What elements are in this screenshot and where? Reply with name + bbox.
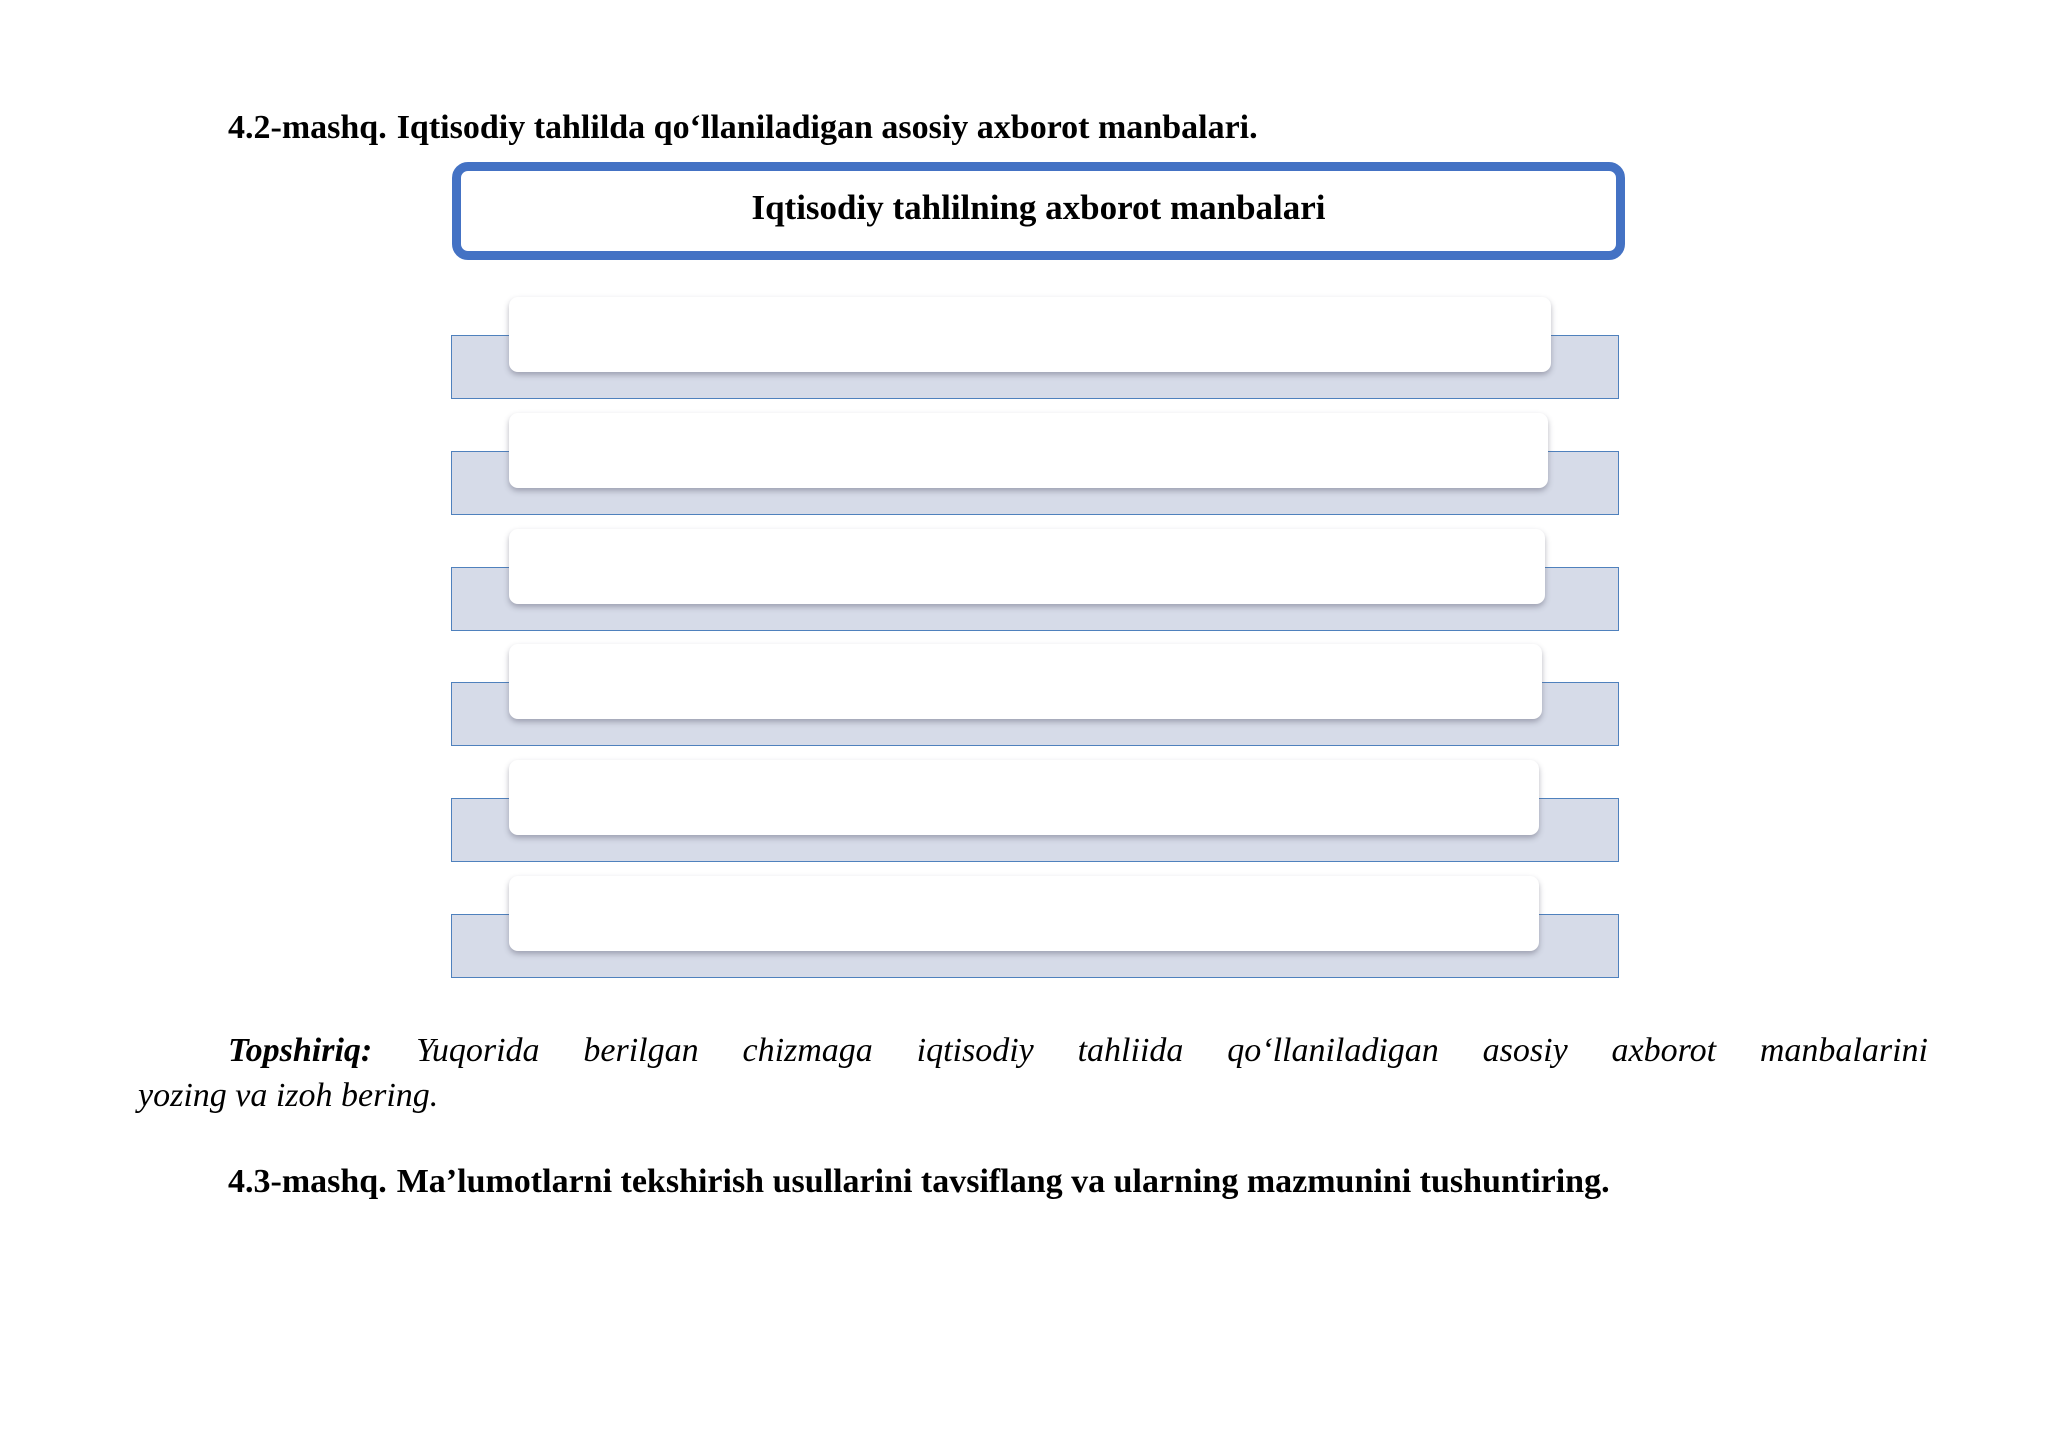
exercise-4-2-number: 4.2-mashq. xyxy=(228,109,387,146)
diagram-title-box xyxy=(452,162,1625,260)
exercise-4-3-number: 4.3-mashq. xyxy=(228,1163,387,1200)
diagram-row-card xyxy=(509,876,1539,951)
diagram-row-5 xyxy=(451,760,1619,876)
diagram-row-6 xyxy=(451,876,1619,992)
diagram-row-card xyxy=(509,529,1545,604)
diagram-row-card xyxy=(509,760,1539,835)
diagram-row-2 xyxy=(451,413,1619,529)
diagram-row-card xyxy=(509,413,1548,488)
diagram-row-card xyxy=(509,644,1542,719)
exercise-4-2-heading xyxy=(228,106,1258,150)
exercise-4-2-title: Iqtisodiy tahlilda qo‘llaniladigan asosiy axborot manbalari. xyxy=(396,109,1258,146)
task-lead: Topshiriq: xyxy=(228,1032,373,1069)
task-line-1 xyxy=(138,1028,1928,1073)
task-paragraph xyxy=(138,1028,1928,1118)
task-text-2: yozing va izoh bering. xyxy=(138,1077,439,1114)
exercise-4-3-heading xyxy=(228,1160,1610,1204)
diagram-row-4 xyxy=(451,644,1619,760)
exercise-4-3-title: Ma’lumotlarni tekshirish usullarini tavsiflang va ularning mazmunini tushuntiring. xyxy=(396,1163,1610,1200)
diagram-row-3 xyxy=(451,529,1619,645)
diagram-row-1 xyxy=(451,297,1619,413)
diagram-row-card xyxy=(509,297,1551,372)
task-text-1: Yuqorida berilgan chizmaga iqtisodiy tahliida qo‘llaniladigan asosiy axborot manbalarini xyxy=(416,1032,1928,1069)
diagram-title: Iqtisodiy tahlilning axborot manbalari xyxy=(751,188,1326,227)
